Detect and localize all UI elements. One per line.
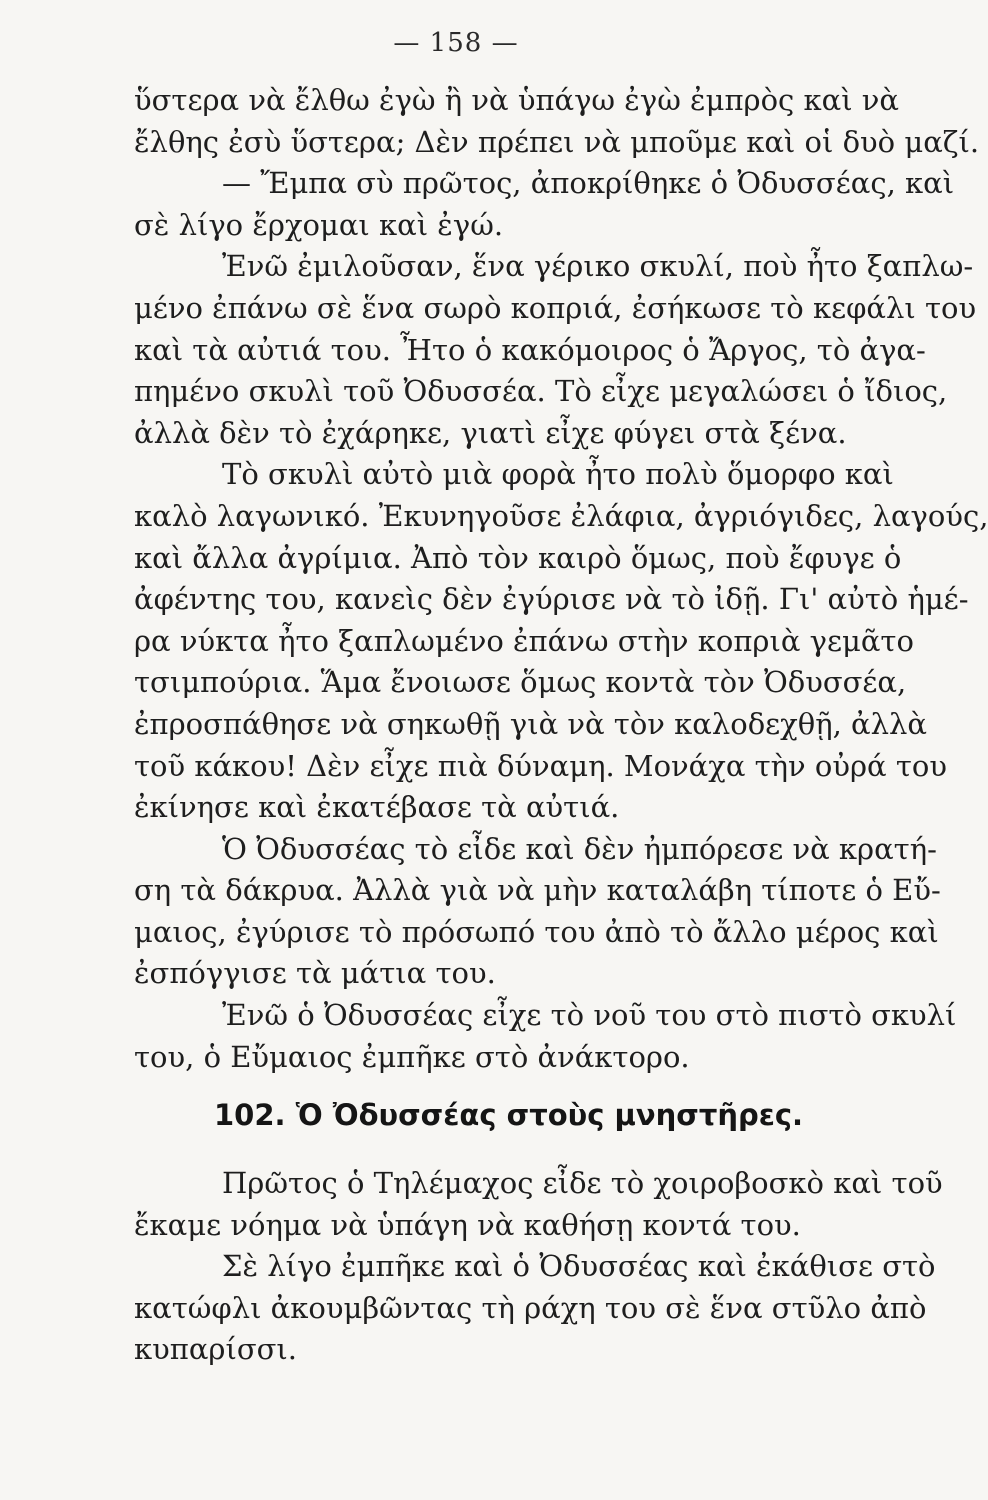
- text-line: ἔλθης ἐσὺ ὕστερα; Δὲν πρέπει νὰ μποῦμε καὶ οἱ δυὸ μαζί.: [134, 124, 980, 159]
- section-number: 102.: [214, 1098, 286, 1132]
- text-line: Ἐνῶ ἐμιλοῦσαν, ἕνα γέρικο σκυλί, ποὺ ἦτο ξαπλω-: [222, 249, 974, 284]
- text-line: Πρῶτος ὁ Τηλέμαχος εἶδε τὸ χοιροβοσκὸ καὶ τοῦ: [222, 1166, 943, 1200]
- text-line: του, ὁ Εὔμαιος ἐμπῆκε στὸ ἀνάκτορο.: [134, 1039, 690, 1074]
- text-line: πημένο σκυλὶ τοῦ Ὀδυσσέα. Τὸ εἶχε μεγαλώσει ὁ ἴδιος,: [134, 374, 948, 409]
- text-line: ρα νύκτα ἦτο ξαπλωμένο ἐπάνω στὴν κοπριὰ γεμᾶτο: [134, 623, 914, 658]
- text-line: σὲ λίγο ἔρχομαι καὶ ἐγώ.: [134, 207, 504, 242]
- text-line: μένο ἐπάνω σὲ ἕνα σωρὸ κοπριά, ἐσήκωσε τὸ κεφάλι του: [134, 290, 977, 325]
- text-line: ση τὰ δάκρυα. Ἀλλὰ γιὰ νὰ μὴν καταλάβη τίποτε ὁ Εὔ-: [134, 873, 941, 908]
- text-line: Ὁ Ὀδυσσέας τὸ εἶδε καὶ δὲν ἠμπόρεσε νὰ κρατή-: [222, 831, 937, 866]
- text-line: ἐκίνησε καὶ ἐκατέβασε τὰ αὐτιά.: [134, 790, 620, 825]
- text-line: μαιος, ἐγύρισε τὸ πρόσωπό του ἀπὸ τὸ ἄλλο μέρος καὶ: [134, 914, 939, 949]
- text-line: ἀλλὰ δὲν τὸ ἐχάρηκε, γιατὶ εἶχε φύγει στὰ ξένα.: [134, 415, 847, 450]
- text-line: Ἐνῶ ὁ Ὀδυσσέας εἶχε τὸ νοῦ του στὸ πιστὸ σκυλί: [222, 998, 957, 1033]
- page-number: — 158 —: [393, 28, 519, 58]
- text-line: κυπαρίσσι.: [134, 1332, 297, 1367]
- section-title: Ὁ Ὀδυσσέας στοὺς μνηστῆρες.: [295, 1098, 804, 1132]
- text-line: κατώφλι ἀκουμβῶντας τὴ ράχη του σὲ ἕνα στῦλο ἀπὸ: [134, 1290, 927, 1325]
- text-line: Σὲ λίγο ἐμπῆκε καὶ ὁ Ὀδυσσέας καὶ ἐκάθισε στὸ: [222, 1249, 936, 1284]
- text-line: Τὸ σκυλὶ αὐτὸ μιὰ φορὰ ἦτο πολὺ ὅμορφο καὶ: [222, 457, 894, 492]
- text-line: ἀφέντης του, κανεὶς δὲν ἐγύρισε νὰ τὸ ἰδῇ. Γι' αὐτὸ ἡμέ-: [134, 582, 969, 617]
- text-line: καὶ ἄλλα ἀγρίμια. Ἀπὸ τὸν καιρὸ ὅμως, ποὺ ἔφυγε ὁ: [134, 540, 902, 575]
- text-line: τοῦ κάκου! Δὲν εἶχε πιὰ δύναμη. Μονάχα τὴν οὐρά του: [134, 748, 947, 783]
- body-text-bottom: [134, 1163, 943, 1371]
- text-line: καλὸ λαγωνικό. Ἐκυνηγοῦσε ἐλάφια, ἀγριόγιδες, λαγούς,: [134, 498, 988, 533]
- text-line: ὕστερα νὰ ἔλθω ἐγὼ ἢ νὰ ὑπάγω ἐγὼ ἐμπρὸς καὶ νὰ: [134, 83, 900, 117]
- section-heading: [214, 1098, 803, 1132]
- body-text-top: [134, 80, 988, 1078]
- text-line: ἐπροσπάθησε νὰ σηκωθῇ γιὰ νὰ τὸν καλοδεχθῇ, ἀλλὰ: [134, 706, 927, 741]
- text-line: τσιμπούρια. Ἅμα ἔνοιωσε ὅμως κοντὰ τὸν Ὀδυσσέα,: [134, 665, 907, 700]
- text-line: — Ἔμπα σὺ πρῶτος, ἀποκρίθηκε ὁ Ὀδυσσέας, καὶ: [222, 166, 955, 201]
- text-line: ἐσπόγγισε τὰ μάτια του.: [134, 956, 496, 991]
- text-line: ἔκαμε νόημα νὰ ὑπάγη νὰ καθήσῃ κοντά του.: [134, 1207, 801, 1242]
- text-line: καὶ τὰ αὐτιά του. Ἦτο ὁ κακόμοιρος ὁ Ἄργος, τὸ ἀγα-: [134, 332, 926, 367]
